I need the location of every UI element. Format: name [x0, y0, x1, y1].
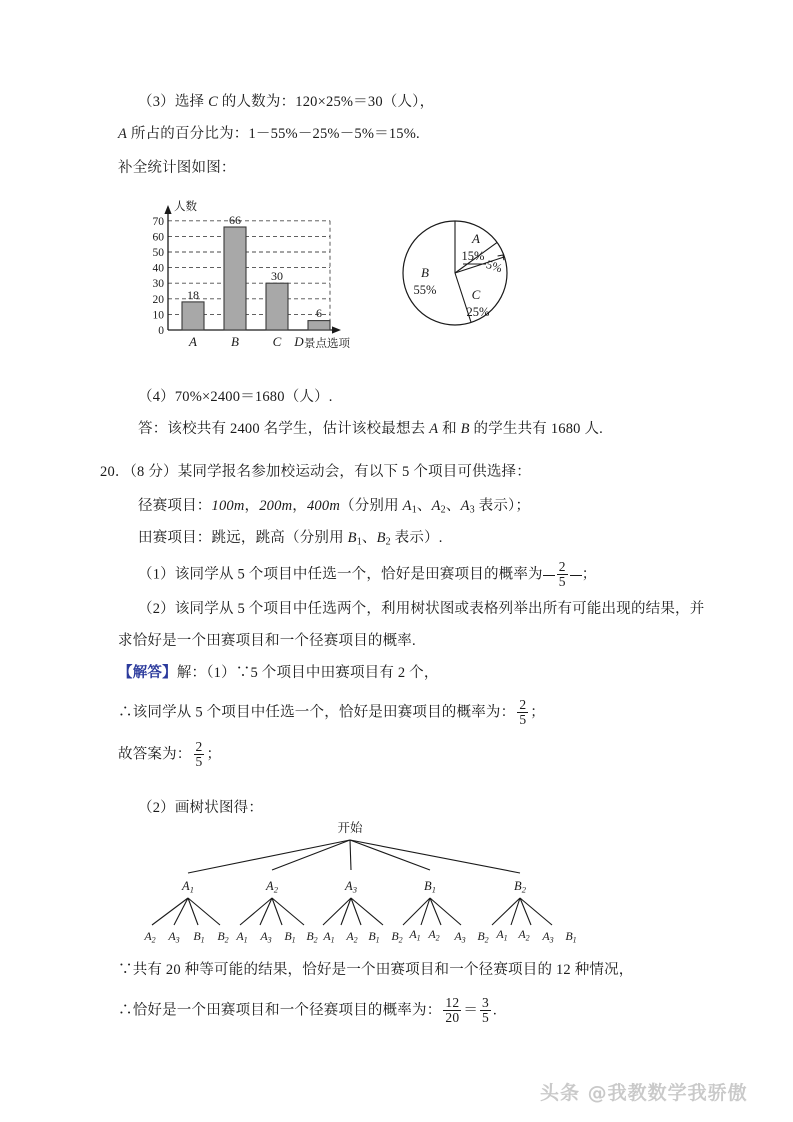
- tree-level1-labels: [181, 879, 527, 895]
- fraction-denominator: 20: [445, 1009, 460, 1025]
- solution-2-prob-line: [118, 996, 497, 1025]
- fraction-numerator: 3: [482, 995, 489, 1010]
- tree-level1-edges: [188, 840, 520, 873]
- y-tick-60: 60: [152, 231, 164, 244]
- tree-node-B2: $B_2$: [514, 879, 526, 895]
- bar-C: [266, 283, 288, 330]
- svg-text:B1: $B_1$: [565, 929, 577, 945]
- q4-calc-line: （4）70%×2400＝1680（人）.: [138, 389, 333, 405]
- y-tick-30: 30: [152, 278, 164, 291]
- solution-1b-line: [118, 740, 221, 769]
- answer-blank-right: [570, 575, 582, 576]
- answer-blank-left: [543, 575, 555, 576]
- pie-value-C: 25%: [466, 305, 490, 319]
- pie-value-D: 5%: [484, 257, 505, 276]
- tree-node-A2: $A_2$: [266, 879, 278, 895]
- pie-label-A: A: [472, 231, 480, 246]
- tree-node-A1: $A_1$: [182, 879, 194, 895]
- bar-category-labels: [188, 334, 304, 348]
- svg-text:A2: $A_2$: [144, 929, 156, 945]
- fraction-denominator: 5: [519, 711, 527, 727]
- svg-text:A3: $A_3$: [542, 929, 554, 945]
- fraction-two-fifths-3: [194, 740, 205, 769]
- svg-text:A3: $A_3$: [454, 929, 466, 945]
- tree-diagram: [120, 818, 620, 953]
- bar-category-A: A: [189, 334, 197, 348]
- q3-calc-line: [138, 92, 434, 112]
- tree-edge-root-A2: [272, 840, 350, 870]
- svg-text:B1: $B_1$: [193, 929, 205, 945]
- q3-percent-text: A 所占的百分比为：1－55%－25%－5%＝15%.: [118, 126, 420, 142]
- y-tick-labels: [153, 216, 165, 337]
- y-tick-50: 50: [152, 247, 164, 259]
- q3-percent-line: [118, 124, 420, 144]
- tree-node-A3: $A_3$: [345, 879, 357, 895]
- q20-sub2-line-b: 求恰好是一个田赛项目和一个径赛项目的概率.: [118, 633, 416, 649]
- fraction-numerator: 2: [519, 697, 527, 712]
- solution-1a-semicolon: ；: [530, 704, 545, 721]
- svg-text:A2: $A_2$: [518, 927, 530, 943]
- x-axis-title: 景点选项: [304, 336, 350, 348]
- tree-node-B1: $B_1$: [424, 879, 436, 895]
- pie-value-B: 55%: [413, 283, 437, 297]
- fraction-three-fifths: [480, 996, 491, 1025]
- svg-text:B2: $B_2$: [306, 929, 318, 945]
- q20-track-line: [138, 496, 530, 521]
- q20-sub1-line: [138, 560, 596, 589]
- bar-value-labels: [187, 213, 322, 320]
- watermark: 头条 @我教数学我骄傲: [540, 1082, 748, 1104]
- tree-edge-root-A1: [188, 840, 350, 873]
- bar-value-A: 18: [187, 288, 199, 302]
- q20-track-text: 径赛项目：100m，200m，400m（分别用 $A_1$、$A_2$、$A_3$ 表示）；: [138, 498, 531, 516]
- solution-1a-line: [118, 698, 545, 727]
- trailing-period: .: [492, 1002, 497, 1019]
- tree-edge-root-B2: [350, 840, 520, 873]
- bar-B: [224, 227, 246, 330]
- bar-D: [308, 321, 330, 330]
- solution-lead-line: [118, 663, 439, 683]
- x-axis-arrow: [332, 326, 341, 333]
- fraction-twelve-twentieths: [443, 996, 461, 1025]
- q20-stem-line: 20．（8 分）某同学报名参加校运动会，有以下 5 个项目可供选择：: [100, 464, 531, 480]
- svg-text:B2: $B_2$: [217, 929, 229, 945]
- pie-chart: [383, 198, 533, 348]
- bar-chart: [138, 188, 358, 348]
- fraction-denominator: 5: [558, 573, 566, 589]
- svg-text:B2: $B_2$: [391, 929, 403, 945]
- fraction-two-fifths: [557, 560, 568, 589]
- svg-text:A1: $A_1$: [409, 927, 421, 943]
- solution-1b-text: 故答案为：: [118, 746, 192, 763]
- svg-text:A1: $A_1$: [496, 927, 508, 943]
- svg-text:B1: $B_1$: [368, 929, 380, 945]
- fraction-two-fifths-2: [517, 698, 528, 727]
- q4-answer-line: [138, 419, 603, 439]
- q20-sub1-text-b: ；: [581, 566, 597, 583]
- pie-value-A: 15%: [461, 249, 485, 263]
- y-axis-title: 人数: [174, 199, 197, 213]
- solution-tag: 【解答】: [118, 665, 177, 681]
- q20-field-text: 田赛项目：跳远，跳高（分别用 $B_1$、$B_2$ 表示）.: [138, 530, 443, 548]
- svg-text:B1: $B_1$: [284, 929, 296, 945]
- bar-category-D: D: [294, 334, 304, 348]
- q3-calc-text: （3）选择 C 的人数为：120×25%＝30（人），: [138, 94, 435, 110]
- svg-text:A1: $A_1$: [236, 929, 248, 945]
- chart-intro-line: 补全统计图如图：: [118, 160, 236, 176]
- tree-level2-edges: [152, 898, 552, 925]
- solution-1a-text: ∴该同学从 5 个项目中任选一个，恰好是田赛项目的概率为：: [118, 704, 516, 721]
- solution-lead-text: 解：（1）∵5 个项目中田赛项目有 2 个，: [176, 665, 439, 681]
- solution-2-count-line: ∵共有 20 种等可能的结果，恰好是一个田赛项目和一个径赛项目的 12 种情况，: [118, 962, 634, 978]
- solution-1b-semicolon: ；: [206, 746, 222, 763]
- bar-value-D: 6: [316, 306, 322, 320]
- bar-value-B: 66: [229, 213, 241, 227]
- q20-sub2-line-a: （2）该同学从 5 个项目中任选两个，利用树状图或表格列举出所有可能出现的结果，并: [138, 601, 705, 617]
- y-tick-40: 40: [152, 262, 164, 275]
- fraction-numerator: 2: [558, 559, 566, 574]
- equals-sign: ＝: [463, 1002, 479, 1019]
- tree-leaf-labels: [143, 927, 576, 945]
- bar-A: [182, 302, 204, 330]
- svg-text:A1: $A_1$: [323, 929, 335, 945]
- q20-sub1-text-a: （1）该同学从 5 个项目中任选一个，恰好是田赛项目的概率为: [138, 566, 543, 583]
- solution-2-intro-line: （2）画树状图得：: [138, 800, 264, 816]
- bar-category-B: B: [231, 334, 239, 348]
- svg-text:A2: $A_2$: [346, 929, 358, 945]
- svg-text:B2: $B_2$: [477, 929, 489, 945]
- q4-answer-text: 答：该校共有 2400 名学生，估计该校最想去 A 和 B 的学生共有 1680 人.: [138, 421, 603, 437]
- y-tick-10: 10: [152, 309, 164, 322]
- tree-edge-root-A3: [350, 840, 351, 870]
- bar-value-C: 30: [271, 269, 283, 283]
- fraction-denominator: 5: [482, 1009, 489, 1025]
- svg-text:A3: $A_3$: [260, 929, 272, 945]
- pie-label-B: B: [421, 265, 429, 280]
- y-tick-70: 70: [152, 215, 164, 228]
- q20-field-line: [138, 528, 443, 553]
- fraction-denominator: 5: [195, 753, 203, 769]
- tree-root-label: 开始: [337, 820, 363, 835]
- pie-label-C: C: [471, 287, 481, 302]
- bar-category-C: C: [272, 334, 282, 348]
- tree-edge-root-B1: [350, 840, 430, 870]
- solution-2-prob-text: ∴恰好是一个田赛项目和一个径赛项目的概率为：: [118, 1002, 442, 1019]
- fraction-numerator: 2: [195, 739, 203, 754]
- svg-text:A3: $A_3$: [168, 929, 180, 945]
- y-tick-20: 20: [152, 293, 164, 306]
- y-tick-0: 0: [158, 325, 164, 337]
- fraction-numerator: 12: [445, 995, 460, 1010]
- svg-text:A2: $A_2$: [428, 927, 440, 943]
- y-axis-arrow: [164, 205, 171, 214]
